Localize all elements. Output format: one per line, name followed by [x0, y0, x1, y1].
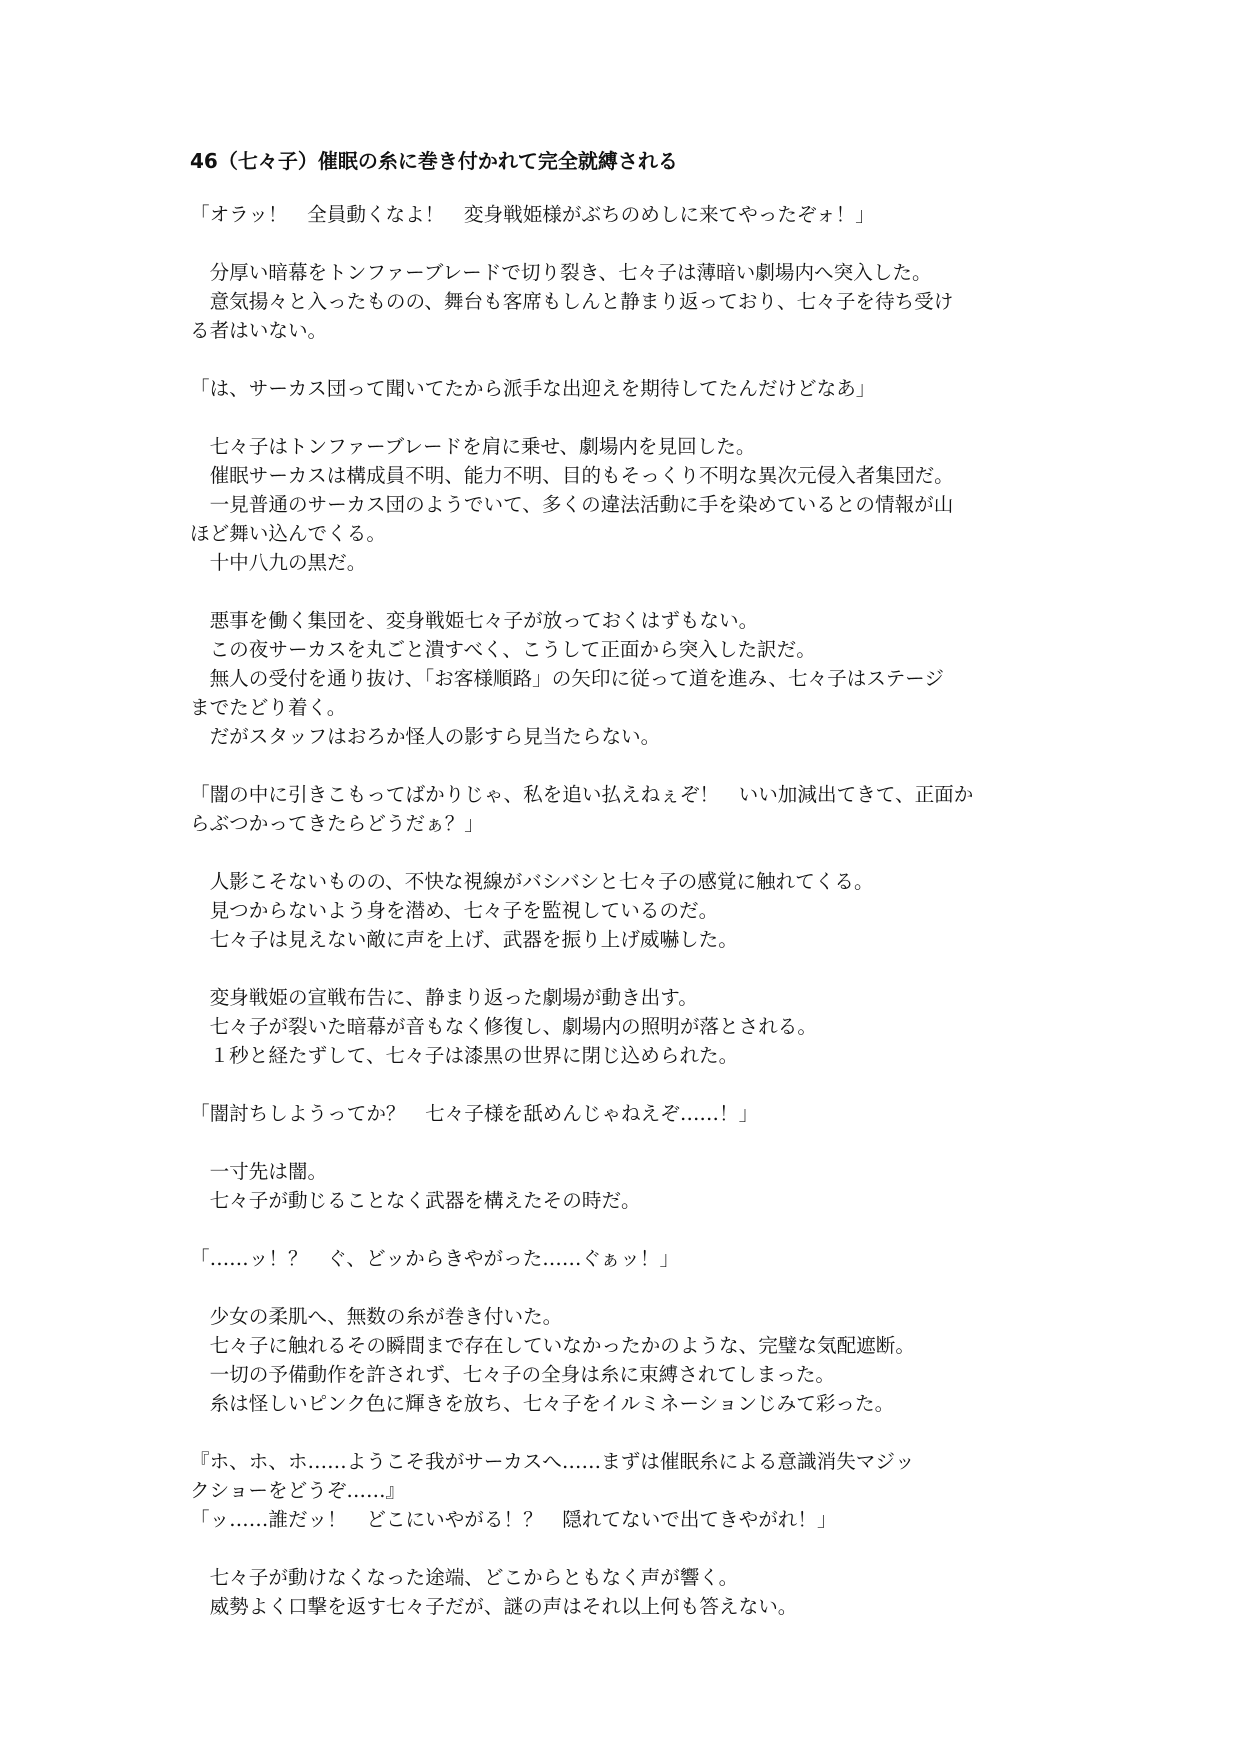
text-line: 七々子が裂いた暗幕が音もなく修復し、劇場内の照明が落とされる。 [190, 1015, 817, 1038]
text-line: までたどり着く。 [190, 696, 347, 719]
text-line: 『ホ、ホ、ホ……ようこそ我がサーカスへ……まずは催眠糸による意識消失マジッ [190, 1450, 915, 1473]
paragraph [190, 1244, 1070, 1273]
paragraph [190, 258, 1070, 345]
text-line: 「ッ……誰だッ！ どこにいやがる！？ 隠れてないで出てきやがれ！」 [190, 1508, 837, 1531]
paragraph [190, 1157, 1070, 1215]
paragraph [190, 374, 1070, 403]
paragraph [190, 780, 1070, 838]
text-line: 威勢よく口撃を返す七々子だが、謎の声はそれ以上何も答えない。 [190, 1595, 798, 1618]
text-line: 催眠サーカスは構成員不明、能力不明、目的もそっくり不明な異次元侵入者集団だ。 [190, 464, 954, 487]
text-line: る者はいない。 [190, 319, 328, 342]
text-line: 意気揚々と入ったものの、舞台も客席もしんと静まり返っており、七々子を待ち受け [190, 290, 954, 313]
text-line: 「は、サーカス団って聞いてたから派手な出迎えを期待してたんだけどなあ」 [190, 377, 876, 400]
text-line: 一見普通のサーカス団のようでいて、多くの違法活動に手を染めているとの情報が山 [190, 493, 954, 516]
text-line: 見つからないよう身を潜め、七々子を監視しているのだ。 [190, 899, 719, 922]
text-line: 少女の柔肌へ、無数の糸が巻き付いた。 [190, 1305, 563, 1328]
text-line: 糸は怪しいピンク色に輝きを放ち、七々子をイルミネーションじみて彩った。 [190, 1392, 895, 1415]
text-line: 無人の受付を通り抜け、「お客様順路」の矢印に従って道を進み、七々子はステージ [190, 667, 944, 690]
paragraph [190, 200, 1070, 229]
text-line: 七々子が動けなくなった途端、どこからともなく声が響く。 [190, 1566, 739, 1589]
text-line: 十中八九の黒だ。 [190, 551, 367, 574]
paragraph [190, 1563, 1070, 1621]
text-line: 一切の予備動作を許されず、七々子の全身は糸に束縛されてしまった。 [190, 1363, 836, 1386]
paragraph [190, 1099, 1070, 1128]
paragraph [190, 1302, 1070, 1418]
text-line: 分厚い暗幕をトンファーブレードで切り裂き、七々子は薄暗い劇場内へ突入した。 [190, 261, 932, 284]
body-text [190, 200, 1070, 1621]
text-line: 人影こそないものの、不快な視線がバシバシと七々子の感覚に触れてくる。 [190, 870, 874, 893]
text-line: 「……ッ！？ ぐ、どッからきやがった……ぐぁッ！」 [190, 1247, 680, 1270]
paragraph [190, 983, 1070, 1070]
text-line: だがスタッフはおろか怪人の影すら見当たらない。 [190, 725, 661, 748]
text-line: 「闇の中に引きこもってばかりじゃ、私を追い払えねぇぞ！ いい加減出てきて、正面か [190, 783, 974, 806]
text-line: 変身戦姫の宣戦布告に、静まり返った劇場が動き出す。 [190, 986, 698, 1009]
text-line: 「闇討ちしようってか？ 七々子様を舐めんじゃねえぞ……！」 [190, 1102, 759, 1125]
document-page [190, 146, 1070, 1650]
text-line: 七々子はトンファーブレードを肩に乗せ、劇場内を見回した。 [190, 435, 756, 458]
text-line: 七々子が動じることなく武器を構えたその時だ。 [190, 1189, 641, 1212]
text-line: らぶつかってきたらどうだぁ？」 [190, 812, 484, 835]
paragraph [190, 1447, 1070, 1534]
text-line: 一寸先は闇。 [190, 1160, 328, 1183]
text-line: 七々子に触れるその瞬間まで存在していなかったかのような、完璧な気配遮断。 [190, 1334, 915, 1357]
text-line: 悪事を働く集団を、変身戦姫七々子が放っておくはずもない。 [190, 609, 759, 632]
chapter-title: 46（七々子）催眠の糸に巻き付かれて完全就縛される [190, 149, 678, 173]
text-line: ほど舞い込んでくる。 [190, 522, 386, 545]
paragraph [190, 432, 1070, 577]
text-line: 七々子は見えない敵に声を上げ、武器を振り上げ威嚇した。 [190, 928, 738, 951]
paragraph [190, 867, 1070, 954]
text-line: 「オラッ！ 全員動くなよ！ 変身戦姫様がぶちのめしに来てやったぞォ！」 [190, 203, 875, 226]
text-line: この夜サーカスを丸ごと潰すべく、こうして正面から突入した訳だ。 [190, 638, 816, 661]
text-line: クショーをどうぞ……』 [190, 1479, 406, 1502]
paragraph [190, 606, 1070, 751]
text-line: １秒と経たずして、七々子は漆黒の世界に閉じ込められた。 [190, 1044, 739, 1067]
